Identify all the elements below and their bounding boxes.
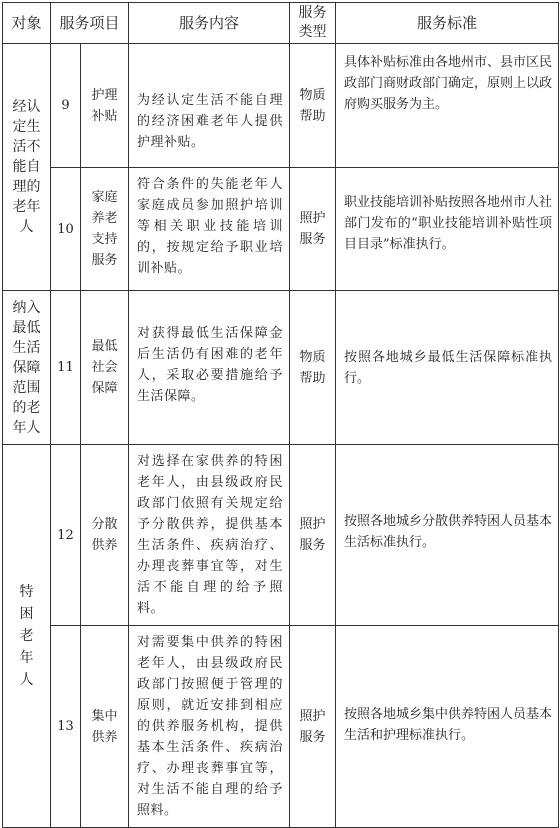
service-content: 对选择在家供养的特困老年人，由县级政府民政部门依照有关规定给予分散供养，提供基本生活条件、疾病治疗、办理丧葬事宜等，对生活不能自理的给予照料。 bbox=[129, 445, 290, 626]
service-standard: 按照各地城乡集中供养特困人员基本生活和护理标准执行。 bbox=[336, 626, 559, 828]
header-type: 服务类型 bbox=[290, 3, 336, 44]
service-standard: 职业技能培训补贴按照各地州市人社部门发布的“职业技能培训补贴性项目目录”标准执行。 bbox=[336, 168, 559, 291]
service-type: 照护服务 bbox=[290, 168, 336, 291]
row-number: 10 bbox=[51, 168, 81, 291]
service-standard: 按照各地城乡分散供养特困人员基本生活标准执行。 bbox=[336, 445, 559, 626]
header-content: 服务内容 bbox=[129, 3, 290, 44]
item-name: 分散供养 bbox=[81, 445, 129, 626]
service-type: 物质帮助 bbox=[290, 44, 336, 168]
service-table bbox=[2, 2, 559, 828]
header-standard: 服务标准 bbox=[336, 3, 559, 44]
table-row bbox=[3, 445, 559, 626]
row-number: 13 bbox=[51, 626, 81, 828]
service-type: 物质帮助 bbox=[290, 291, 336, 445]
row-number: 11 bbox=[51, 291, 81, 445]
item-name: 集中供养 bbox=[81, 626, 129, 828]
item-name: 护理补贴 bbox=[81, 44, 129, 168]
service-standard: 具体补贴标准由各地州市、县市区民政部门商财政部门确定，原则上以政府购买服务为主。 bbox=[336, 44, 559, 168]
table-row bbox=[3, 626, 559, 828]
service-content: 符合条件的失能老年人家庭成员参加照护培训等相关职业技能培训的，按规定给予职业培训补贴。 bbox=[129, 168, 290, 291]
service-content: 为经认定生活不能自理的经济困难老年人提供护理补贴。 bbox=[129, 44, 290, 168]
service-content: 对获得最低生活保障金后生活仍有困难的老年人，采取必要措施给予生活保障。 bbox=[129, 291, 290, 445]
service-type: 照护服务 bbox=[290, 626, 336, 828]
table-row bbox=[3, 291, 559, 445]
row-number: 9 bbox=[51, 44, 81, 168]
table-row bbox=[3, 168, 559, 291]
header-row bbox=[3, 3, 559, 44]
table-row bbox=[3, 44, 559, 168]
row-number: 12 bbox=[51, 445, 81, 626]
item-name: 家庭养老支持服务 bbox=[81, 168, 129, 291]
item-name: 最低社会保障 bbox=[81, 291, 129, 445]
target-cell: 特困老年人 bbox=[3, 445, 51, 828]
service-standard: 按照各地城乡最低生活保障标准执行。 bbox=[336, 291, 559, 445]
service-type: 照护服务 bbox=[290, 445, 336, 626]
target-cell: 经认定生活不能自理的老年人 bbox=[3, 44, 51, 291]
target-cell: 纳入最低生活保障范围的老年人 bbox=[3, 291, 51, 445]
header-target: 对象 bbox=[3, 3, 51, 44]
service-content: 对需要集中供养的特困老年人，由县级政府民政部门按照便于管理的原则，就近安排到相应的供养服务机构，提供基本生活条件、疾病治疗、办理丧葬事宜等，对生活不能自理的给予照料。 bbox=[129, 626, 290, 828]
header-item: 服务项目 bbox=[51, 3, 129, 44]
